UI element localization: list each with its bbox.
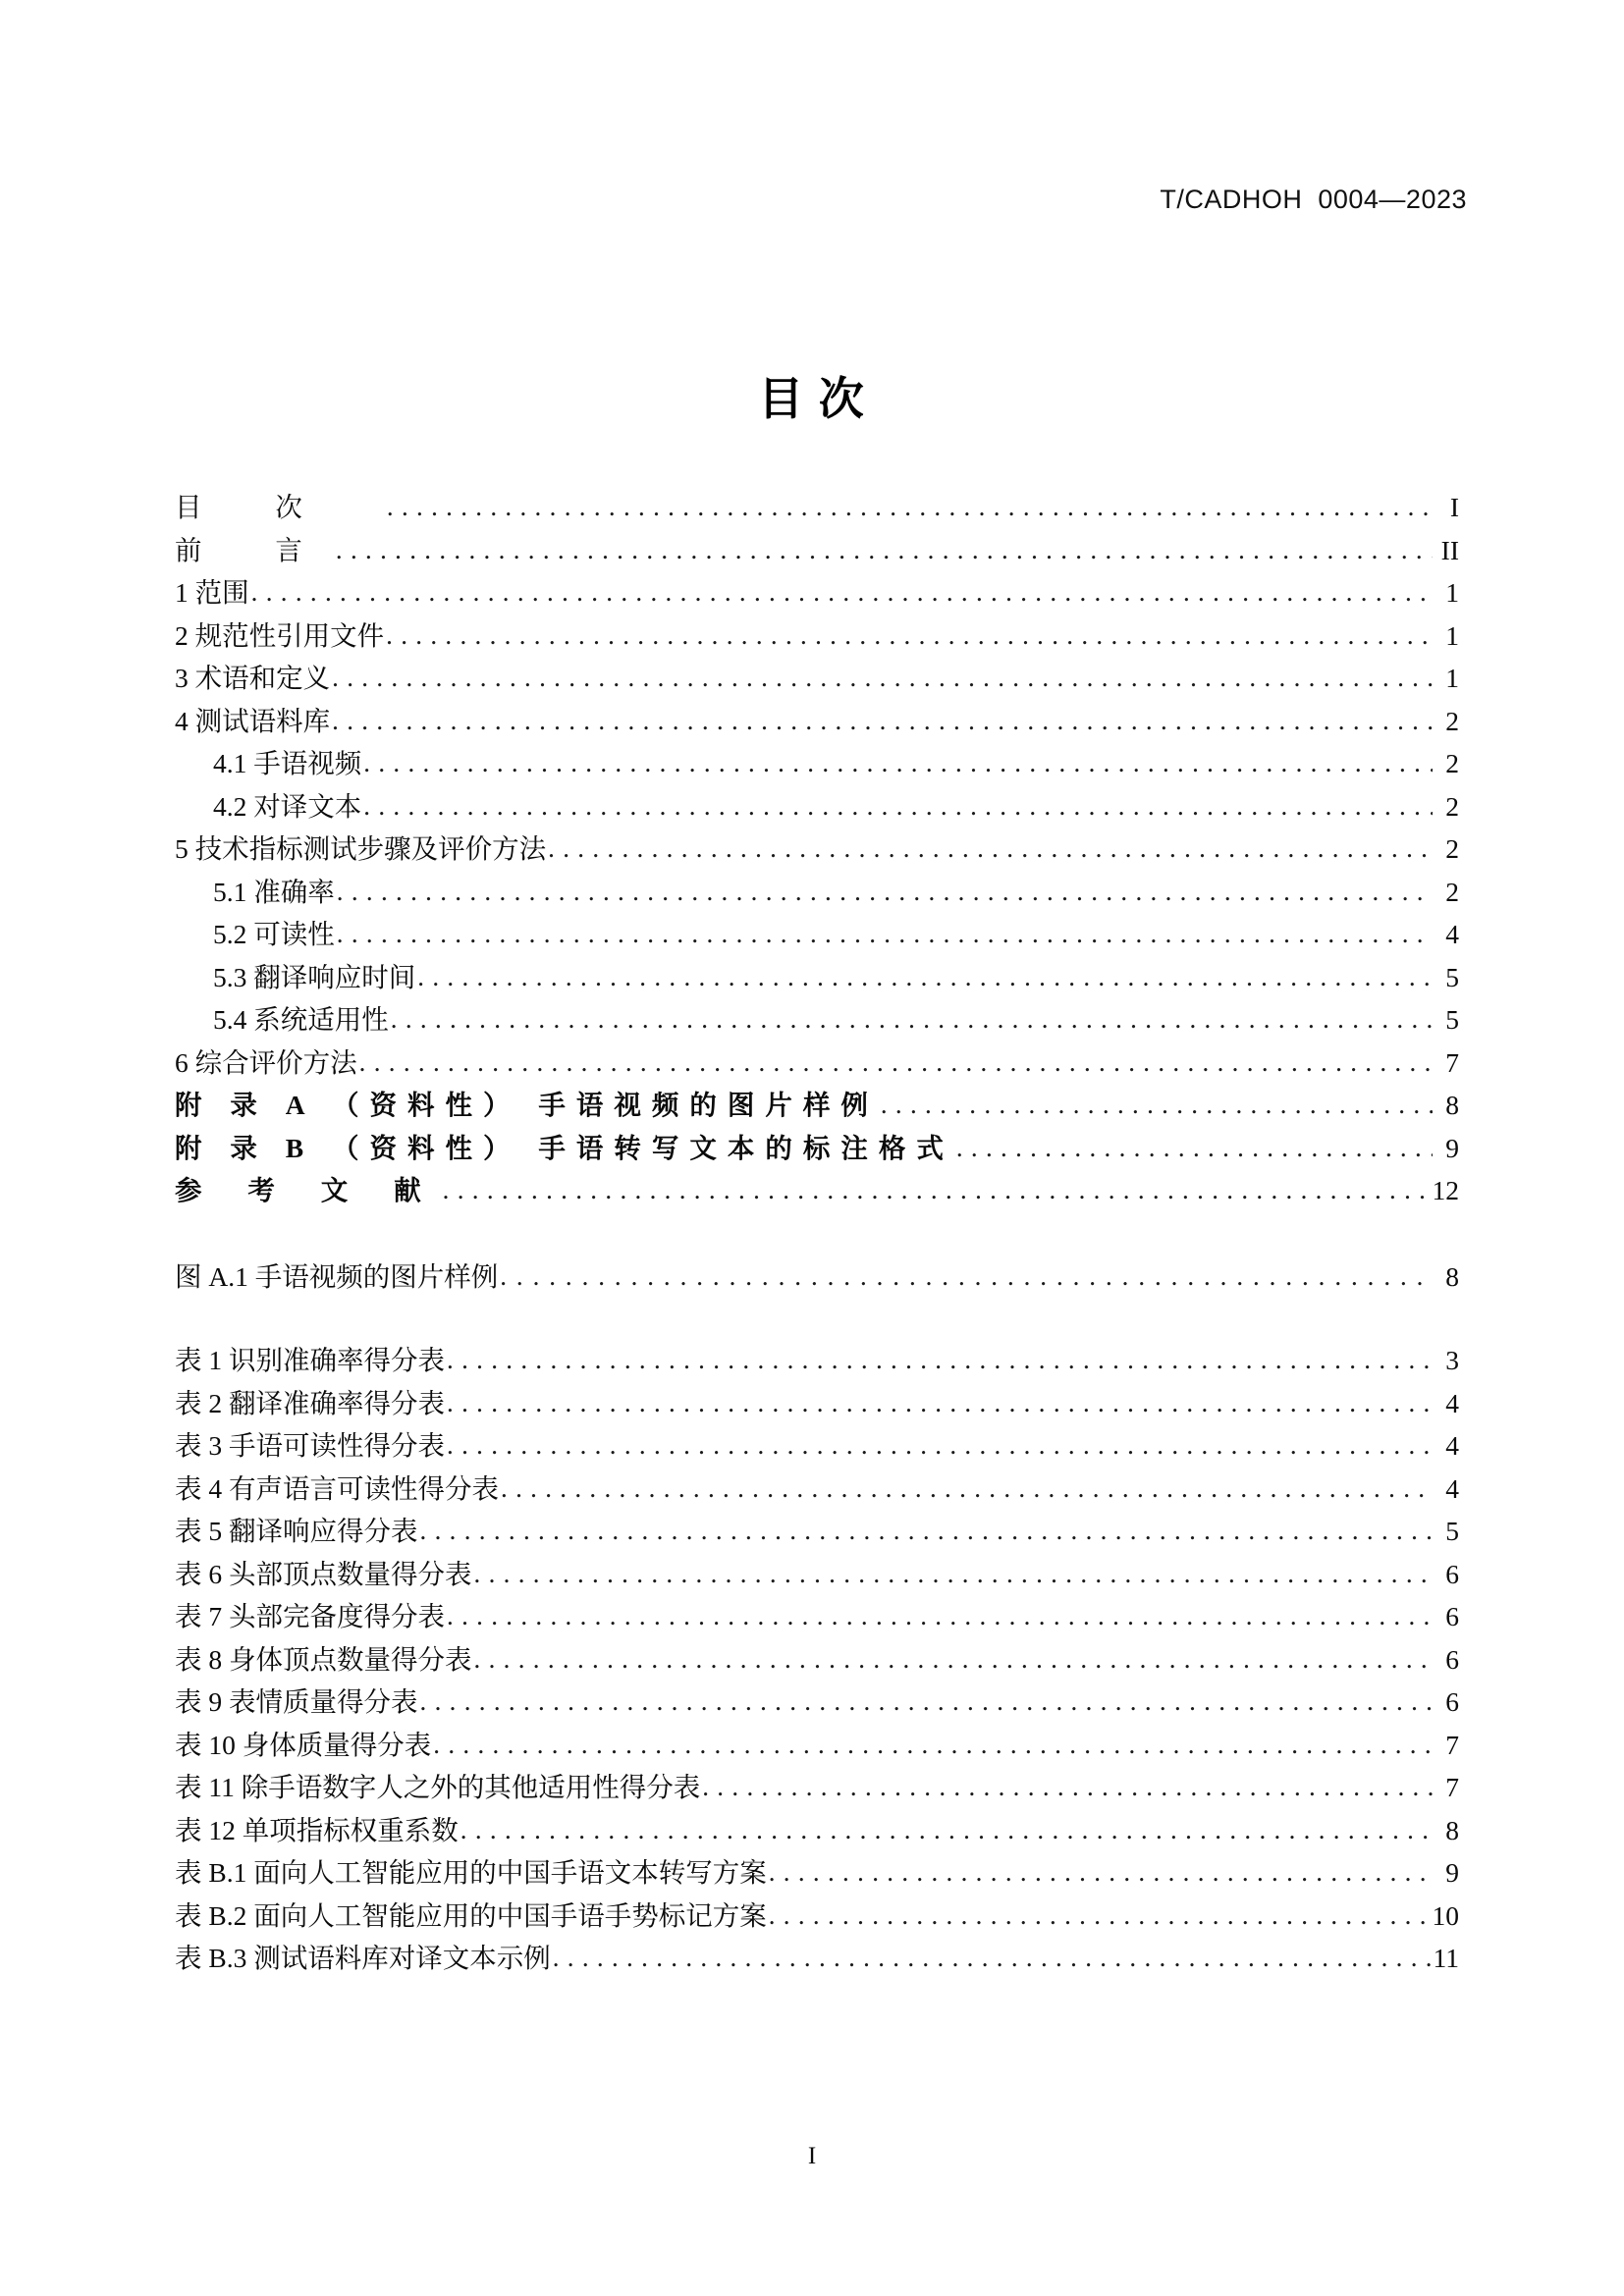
toc-entry-label: 6 综合评价方法 [175,1046,357,1078]
dot-leader [359,1049,1433,1077]
toc-entry-section-1[interactable] [175,563,1459,607]
table-entry-4[interactable] [175,1460,1459,1503]
toc-entry-page: 12 [1432,1175,1459,1205]
dot-leader [447,1390,1433,1417]
table-entry-b2[interactable] [175,1887,1459,1930]
table-entry-label: 表 12 单项指标权重系数 [175,1814,459,1845]
table-entry-label: 表 B.3 测试语料库对译文本示例 [175,1943,551,1973]
toc-entry-appendix-b[interactable] [175,1119,1459,1162]
toc-entry-section-5-2[interactable] [175,905,1459,948]
table-entry-11[interactable] [175,1758,1459,1801]
toc-entry-label: 4 测试语料库 [175,705,331,736]
dot-leader [447,1432,1433,1460]
toc-entry-section-3[interactable] [175,649,1459,692]
table-entry-label: 表 3 手语可读性得分表 [175,1430,445,1461]
dot-leader [769,1859,1433,1887]
table-entry-b3[interactable] [175,1929,1459,1972]
dot-leader [332,665,1433,692]
table-entry-page: 4 [1445,1430,1459,1461]
toc-entry-page: I [1449,492,1459,522]
toc-entry-page: 2 [1445,748,1459,778]
dot-leader [769,1902,1430,1930]
toc-entry-label: 5.1 准确率 [213,876,335,907]
dot-leader [417,964,1433,991]
table-entry-page: 6 [1445,1558,1459,1589]
table-entry-page: 5 [1445,1516,1459,1546]
dot-leader [474,1561,1434,1588]
table-entry-page: 10 [1432,1899,1459,1931]
toc-entry-label: 5.2 可读性 [213,919,335,949]
dot-leader [251,579,1433,607]
toc-entry-label: 1 范围 [175,577,249,608]
toc-entry-section-4[interactable] [175,692,1459,735]
table-entry-label: 表 10 身体质量得分表 [175,1729,432,1760]
dot-leader [336,537,1433,564]
dot-leader [391,1006,1433,1034]
toc-entry-page: 2 [1445,876,1459,907]
table-entry-label: 表 6 头部顶点数量得分表 [175,1558,472,1589]
toc-entry-label: 3 术语和定义 [175,663,331,693]
dot-leader [420,1688,1434,1716]
standard-number-header: T/CADHOH 0004—2023 [1160,185,1467,214]
figure-list [175,1248,1459,1291]
toc-entry-label: 目 次 [175,492,336,522]
table-entry-page: 7 [1445,1729,1459,1760]
toc-entry-page: 9 [1445,1132,1459,1163]
table-entry-8[interactable] [175,1630,1459,1674]
toc-entry-label: 2 规范性引用文件 [175,619,385,651]
toc-entry-page: 2 [1445,833,1459,864]
page-title: 目 次 [758,374,866,424]
toc-entry-page: 4 [1445,919,1459,949]
toc-entry-label: 5.4 系统适用性 [213,1004,389,1035]
toc-entry-section-5-3[interactable] [175,948,1459,991]
toc-entry-section-4-1[interactable] [175,734,1459,777]
table-entry-7[interactable] [175,1587,1459,1630]
dot-leader [332,708,1433,735]
dot-leader [956,1135,1433,1162]
toc-entry-label: 前 言 [175,534,336,565]
table-entry-5[interactable] [175,1502,1459,1545]
toc-entry-section-2[interactable] [175,607,1459,650]
figure-entry-label: 图 A.1 手语视频的图片样例 [175,1260,499,1292]
table-entry-label: 表 4 有声语言可读性得分表 [175,1472,499,1504]
toc-entry-label: 5.3 翻译响应时间 [213,961,416,992]
dot-leader [500,1263,1433,1291]
toc-entry-label: 4.1 手语视频 [213,748,362,778]
table-entry-page: 8 [1445,1814,1459,1845]
spacer-before-figure-list [175,1204,1459,1248]
dot-leader [386,622,1433,650]
toc-entry-page: 1 [1445,663,1459,693]
table-entry-6[interactable] [175,1545,1459,1588]
table-entry-label: 表 9 表情质量得分表 [175,1686,418,1717]
toc-entry-page: 5 [1445,961,1459,992]
toc-entry-page: 1 [1445,577,1459,608]
toc-entry-label: 附 录 B （资料性） 手语转写文本的标注格式 [175,1132,954,1163]
table-entry-label: 表 1 识别准确率得分表 [175,1345,445,1375]
table-entry-label: 表 5 翻译响应得分表 [175,1516,418,1546]
toc-entry-label: 4.2 对译文本 [213,790,362,822]
dot-leader [447,1603,1433,1630]
dot-leader [548,835,1433,863]
dot-leader [337,879,1433,906]
table-entry-page: 11 [1433,1943,1459,1973]
toc-entry-section-6[interactable] [175,1034,1459,1077]
dot-leader [443,1177,1430,1204]
toc-entry-label: 参 考 文 献 [175,1175,441,1205]
toc-entry-label: 附 录 A （资料性） 手语视频的图片样例 [175,1090,879,1120]
toc-group-contents [175,478,1459,1204]
toc-entry-page: 2 [1445,790,1459,822]
table-entry-b1[interactable] [175,1843,1459,1887]
dot-leader [501,1475,1433,1503]
dot-leader [337,921,1433,948]
dot-leader [881,1092,1433,1119]
table-entry-page: 9 [1445,1857,1459,1888]
table-of-contents [175,478,1459,1972]
table-entry-label: 表 7 头部完备度得分表 [175,1601,445,1631]
dot-leader [474,1646,1434,1674]
table-entry-10[interactable] [175,1716,1459,1759]
toc-entry-label: 5 技术指标测试步骤及评价方法 [175,833,547,864]
toc-entry-appendix-a[interactable] [175,1076,1459,1119]
figure-entry-page: 8 [1445,1260,1459,1292]
table-entry-label: 表 B.1 面向人工智能应用的中国手语文本转写方案 [175,1857,767,1888]
table-entry-page: 6 [1445,1601,1459,1631]
toc-entry-references[interactable] [175,1161,1459,1204]
table-entry-page: 7 [1445,1772,1459,1802]
table-entry-1[interactable] [175,1331,1459,1374]
spacer-before-table-list [175,1290,1459,1331]
table-entry-2[interactable] [175,1374,1459,1417]
table-entry-label: 表 8 身体顶点数量得分表 [175,1643,472,1675]
dot-leader [702,1774,1433,1801]
table-entry-label: 表 B.2 面向人工智能应用的中国手语手势标记方案 [175,1899,767,1931]
table-entry-page: 6 [1445,1643,1459,1675]
toc-entry-section-4-2[interactable] [175,777,1459,821]
dot-leader [363,793,1433,821]
toc-entry-page: 7 [1445,1046,1459,1078]
toc-entry-page: II [1440,534,1459,565]
toc-entry-section-5-4[interactable] [175,990,1459,1034]
dot-leader [460,1817,1433,1844]
dot-leader [363,750,1433,777]
dot-leader [387,494,1433,521]
toc-entry[interactable] [175,478,1459,521]
figure-entry-a1[interactable] [175,1248,1459,1291]
table-entry-page: 3 [1445,1345,1459,1375]
toc-entry-section-5[interactable] [175,820,1459,863]
table-entry-page: 6 [1445,1686,1459,1717]
table-entry-page: 4 [1445,1472,1459,1504]
table-entry-9[interactable] [175,1673,1459,1716]
dot-leader [433,1732,1433,1759]
table-entry-label: 表 2 翻译准确率得分表 [175,1387,445,1418]
table-list [175,1331,1459,1972]
toc-entry-page: 8 [1445,1090,1459,1120]
table-entry-3[interactable] [175,1416,1459,1460]
toc-entry-page: 2 [1445,705,1459,736]
toc-entry-section-5-1[interactable] [175,863,1459,906]
dot-leader [447,1347,1433,1374]
page-number-footer: I [807,2143,817,2169]
table-entry-page: 4 [1445,1387,1459,1418]
table-entry-12[interactable] [175,1801,1459,1844]
dot-leader [420,1518,1434,1545]
toc-entry[interactable] [175,521,1459,564]
table-entry-label: 表 11 除手语数字人之外的其他适用性得分表 [175,1772,701,1802]
toc-entry-page: 5 [1445,1004,1459,1035]
toc-entry-page: 1 [1445,619,1459,651]
dot-leader [553,1945,1431,1972]
